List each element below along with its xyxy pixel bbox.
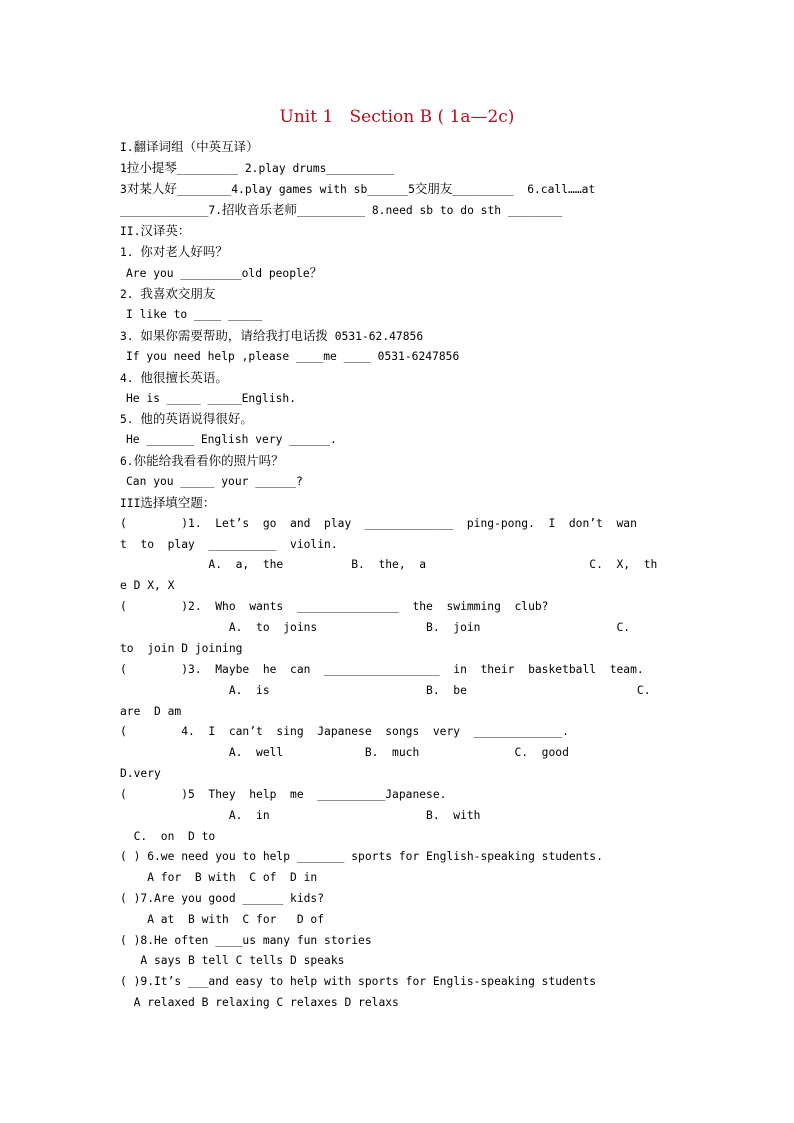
text-line: He _______ English very ______. xyxy=(126,433,337,446)
page-title: Unit 1 Section B ( 1a—2c) xyxy=(279,107,515,127)
text-line: 5. 他的英语说得很好。 xyxy=(120,411,253,426)
text-line: If you need help ,please ____me ____ 0531-6247856 xyxy=(126,350,460,363)
text-line: A at B with C for D of xyxy=(120,913,325,926)
text-line: A. a, the B. the, a C. X, th xyxy=(120,558,658,571)
text-line: 1拉小提琴_________ 2.play drums__________ xyxy=(120,160,395,175)
text-line: _____________7.招收音乐老师__________ 8.need sb to do sth ________ xyxy=(120,202,563,217)
text-line: A. in B. with xyxy=(120,809,481,822)
text-line: A. well B. much C. good xyxy=(120,746,569,759)
text-line: ( )7.Are you good ______ kids? xyxy=(120,892,325,905)
text-line: A says B tell C tells D speaks xyxy=(120,954,345,967)
text-line: ( )8.He often ____us many fun stories xyxy=(120,934,372,947)
text-line: ( ) 6.we need you to help _______ sports for English-speaking students. xyxy=(120,850,603,863)
text-line: III选择填空题： xyxy=(120,495,216,510)
text-line: Can you _____ your ______? xyxy=(126,475,303,488)
text-line: I like to ____ _____ xyxy=(126,308,263,321)
text-line: A. is B. be C. xyxy=(120,684,651,697)
text-line: ( )1. Let’s go and play _____________ ping-pong. I don’t wan xyxy=(120,517,637,530)
text-line: Are you _________old people？ xyxy=(126,265,323,280)
text-line: 1. 你对老人好吗？ xyxy=(120,244,228,259)
text-line: are D am xyxy=(120,705,182,718)
text-line: ( )5 They help me __________Japanese. xyxy=(120,788,447,801)
text-line: ( )2. Who wants _______________ the swimming club? xyxy=(120,600,549,613)
text-line: A for B with C of D in xyxy=(120,871,318,884)
text-line: ( )3. Maybe he can _________________ in their basketball team. xyxy=(120,663,644,676)
text-line: 3对某人好________4.play games with sb______5交朋友_________ 6.call……at xyxy=(120,181,596,196)
text-line: 6.你能给我看看你的照片吗？ xyxy=(120,453,284,468)
text-line: t to play __________ violin. xyxy=(120,538,338,551)
text-line: 4. 他很擅长英语。 xyxy=(120,370,228,385)
text-line: He is _____ _____English. xyxy=(126,392,297,405)
text-line: D.very xyxy=(120,767,161,780)
text-line: II.汉译英： xyxy=(120,223,191,238)
text-line: C. on D to xyxy=(120,830,216,843)
text-line: ( 4. I can’t sing Japanese songs very _____________. xyxy=(120,725,569,738)
text-line: to join D joining xyxy=(120,642,243,655)
text-line: ( )9.It’s ___and easy to help with sports for Englis-speaking students xyxy=(120,975,597,988)
text-line: 2. 我喜欢交朋友 xyxy=(120,286,216,301)
text-line: I.翻译词组（中英互译） xyxy=(120,139,259,154)
text-line: A. to joins B. join C. xyxy=(120,621,631,634)
text-line: A relaxed B relaxing C relaxes D relaxs xyxy=(120,996,399,1009)
text-line: 3. 如果你需要帮助，请给我打电话拨 0531-62.47856 xyxy=(120,328,424,343)
text-line: e D X, X xyxy=(120,579,175,592)
